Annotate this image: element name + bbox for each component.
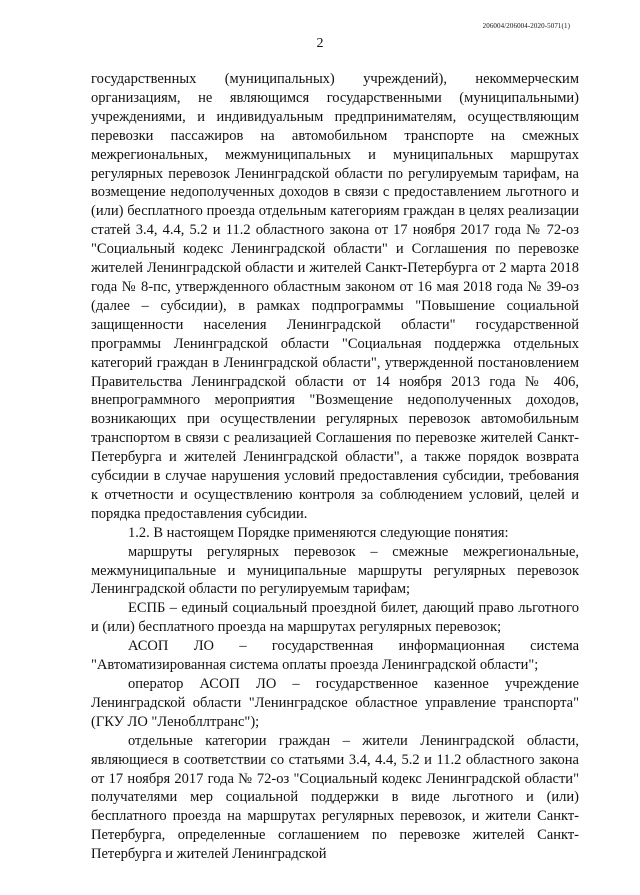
definition-citizen-categories: отдельные категории граждан – жители Ленинградской области, являющиеся в соответствии со статьями 3.4, 4.4, 5.2 и 11.2 областного закона от 17 ноября 2017 года № 72-оз "Социальный кодекс Ленинградской области" получателями мер социальной поддержки в виде льготного и (или) бесплатного проезда на маршрутах регулярных перевозок, и жители Санкт-Петербурга, определенные соглашением по перевозке жителей Санкт-Петербурга и жителей Ленинградской bbox=[91, 732, 579, 863]
page-number: 2 bbox=[316, 36, 324, 51]
definition-routes: маршруты регулярных перевозок – смежные межрегиональные, межмуниципальные и муниципальные маршруты регулярных перевозок Ленинградской области по регулируемым тарифам; bbox=[91, 543, 579, 598]
definition-asop-operator: оператор АСОП ЛО – государственное казенное учреждение Ленинградской области "Ленинградское областное управление транспорта" (ГКУ ЛО "Ленобллтранс"); bbox=[91, 676, 579, 730]
definition-asop-lo: АСОП ЛО – государственная информационная система "Автоматизированная система оплаты проезда Ленинградской области"; bbox=[91, 638, 579, 674]
document-body bbox=[91, 70, 579, 864]
paragraph-subsidy-description: государственных (муниципальных) учреждений), некоммерческим организациям, не являющимся государственными (муниципальными) учреждениями, и индивидуальным предпринимателям, осуществляющим перевозки пассажиров на автомобильном транспорте на смежных межрегиональных, межмуниципальных и муниципальных маршрутах регулярных перевозок Ленинградской области по регулируемым тарифам, на возмещение недополученных доходов в связи с предоставлением льготного и (или) бесплатного проезда отдельным категориям граждан в целях реализации статей 3.4, 4.4, 5.2 и 11.2 областного закона от 17 ноября 2017 года № 72-оз "Социальный кодекс Ленинградской области" и Соглашения по перевозке жителей Ленинградской области и жителей Санкт-Петербурга от 2 марта 2018 года № 8-пс, утвержденного областным законом от 16 мая 2018 года № 39-оз (далее – субсидии), в рамках подпрограммы "Повышение социальной защищенности населения Ленинградской области" государственной программы Ленинградской области "Социальная поддержка отдельных категорий граждан в Ленинградской области", утвержденной постановлением Правительства Ленинградской области от 14 ноября 2013 года № 406, внепрограммного мероприятия "Возмещение недополученных доходов, возникающих при осуществлении регулярных перевозок автомобильным транспортом в связи с реализацией Соглашения по перевозке жителей Санкт-Петербурга и жителей Ленинградской области", а также порядок возврата субсидии в случае нарушения условий предоставления субсидии, требования к отчетности и осуществлению контроля за соблюдением условий, целей и порядка предоставления субсидии. bbox=[91, 71, 579, 522]
definition-espb: ЕСПБ – единый социальный проездной билет, дающий право льготного и (или) бесплатного проезда на маршрутах регулярных перевозок; bbox=[91, 600, 579, 636]
paragraph-definitions-intro: 1.2. В настоящем Порядке применяются следующие понятия: bbox=[128, 524, 509, 541]
document-id: 206004/206004-2020-5071(1) bbox=[482, 22, 570, 30]
